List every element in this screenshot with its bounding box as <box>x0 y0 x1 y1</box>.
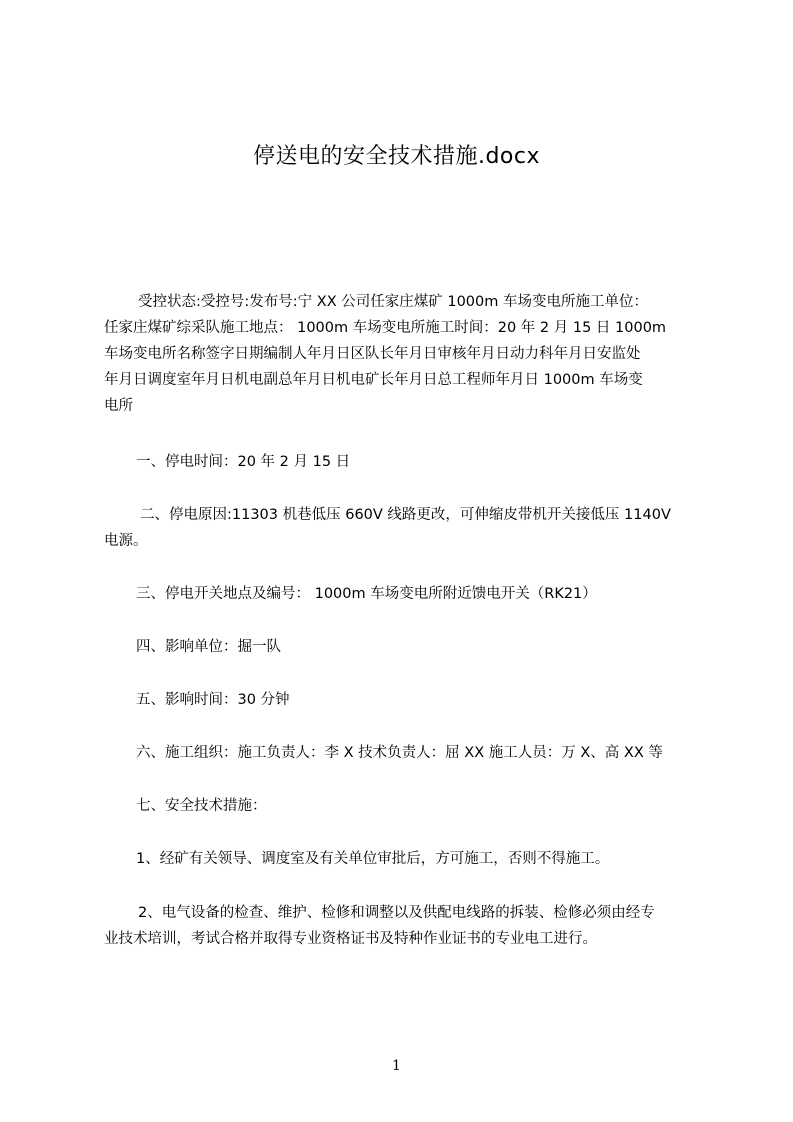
section-switch-location-text: 三、停电开关地点及编号： 1000m 车场变电所附近馈电开关（RK21） <box>136 586 597 602</box>
page-number: 1 <box>392 1058 401 1074</box>
section-organization <box>104 740 704 766</box>
measure-2-line: 2、电气设备的检查、维护、检修和调整以及供配电线路的拆装、检修必须由经专 <box>138 905 655 921</box>
document-title: 停送电的安全技术措施.docx <box>252 144 541 169</box>
measure-2-line: 业技术培训，考试合格并取得专业资格证书及特种作业证书的专业电工进行。 <box>104 931 597 947</box>
section-safety-measures <box>104 793 704 819</box>
section-outage-reason-line: 二、停电原因:11303 机巷低压 660V 线路更改，可伸缩皮带机开关接低压 1140V <box>140 507 671 523</box>
intro-paragraph <box>104 289 704 419</box>
section-outage-time-text: 一、停电时间：20 年 2 月 15 日 <box>136 454 351 470</box>
intro-line: 车场变电所名称签字日期编制人年月日区队长年月日审核年月日动力科年月日安监处 <box>104 346 641 362</box>
measure-1-text: 1、经矿有关领导、调度室及有关单位审批后，方可施工，否则不得施工。 <box>136 851 610 867</box>
section-affected-time <box>104 687 704 713</box>
intro-line: 电所 <box>104 398 133 414</box>
intro-line: 受控状态:受控号:发布号:宁 XX 公司任家庄煤矿 1000m 车场变电所施工单位： <box>138 294 648 310</box>
intro-line: 任家庄煤矿综采队施工地点： 1000m 车场变电所施工时间：20 年 2 月 15 日 1000m <box>104 320 667 336</box>
section-affected-unit-text: 四、影响单位：掘一队 <box>136 639 281 655</box>
section-safety-measures-heading: 七、安全技术措施： <box>136 798 267 814</box>
intro-line: 年月日调度室年月日机电副总年月日机电矿长年月日总工程师年月日 1000m 车场变 <box>104 372 643 388</box>
section-outage-reason <box>104 502 704 554</box>
section-affected-unit <box>104 634 704 660</box>
measure-1 <box>104 846 704 872</box>
section-outage-time <box>104 449 704 475</box>
measure-2 <box>104 900 704 952</box>
section-outage-reason-line: 电源。 <box>104 533 148 549</box>
section-organization-text: 六、施工组织：施工负责人：李 X 技术负责人：屈 XX 施工人员：万 X、高 XX 等 <box>136 745 663 761</box>
section-switch-location <box>104 581 704 607</box>
section-affected-time-text: 五、影响时间：30 分钟 <box>136 692 290 708</box>
